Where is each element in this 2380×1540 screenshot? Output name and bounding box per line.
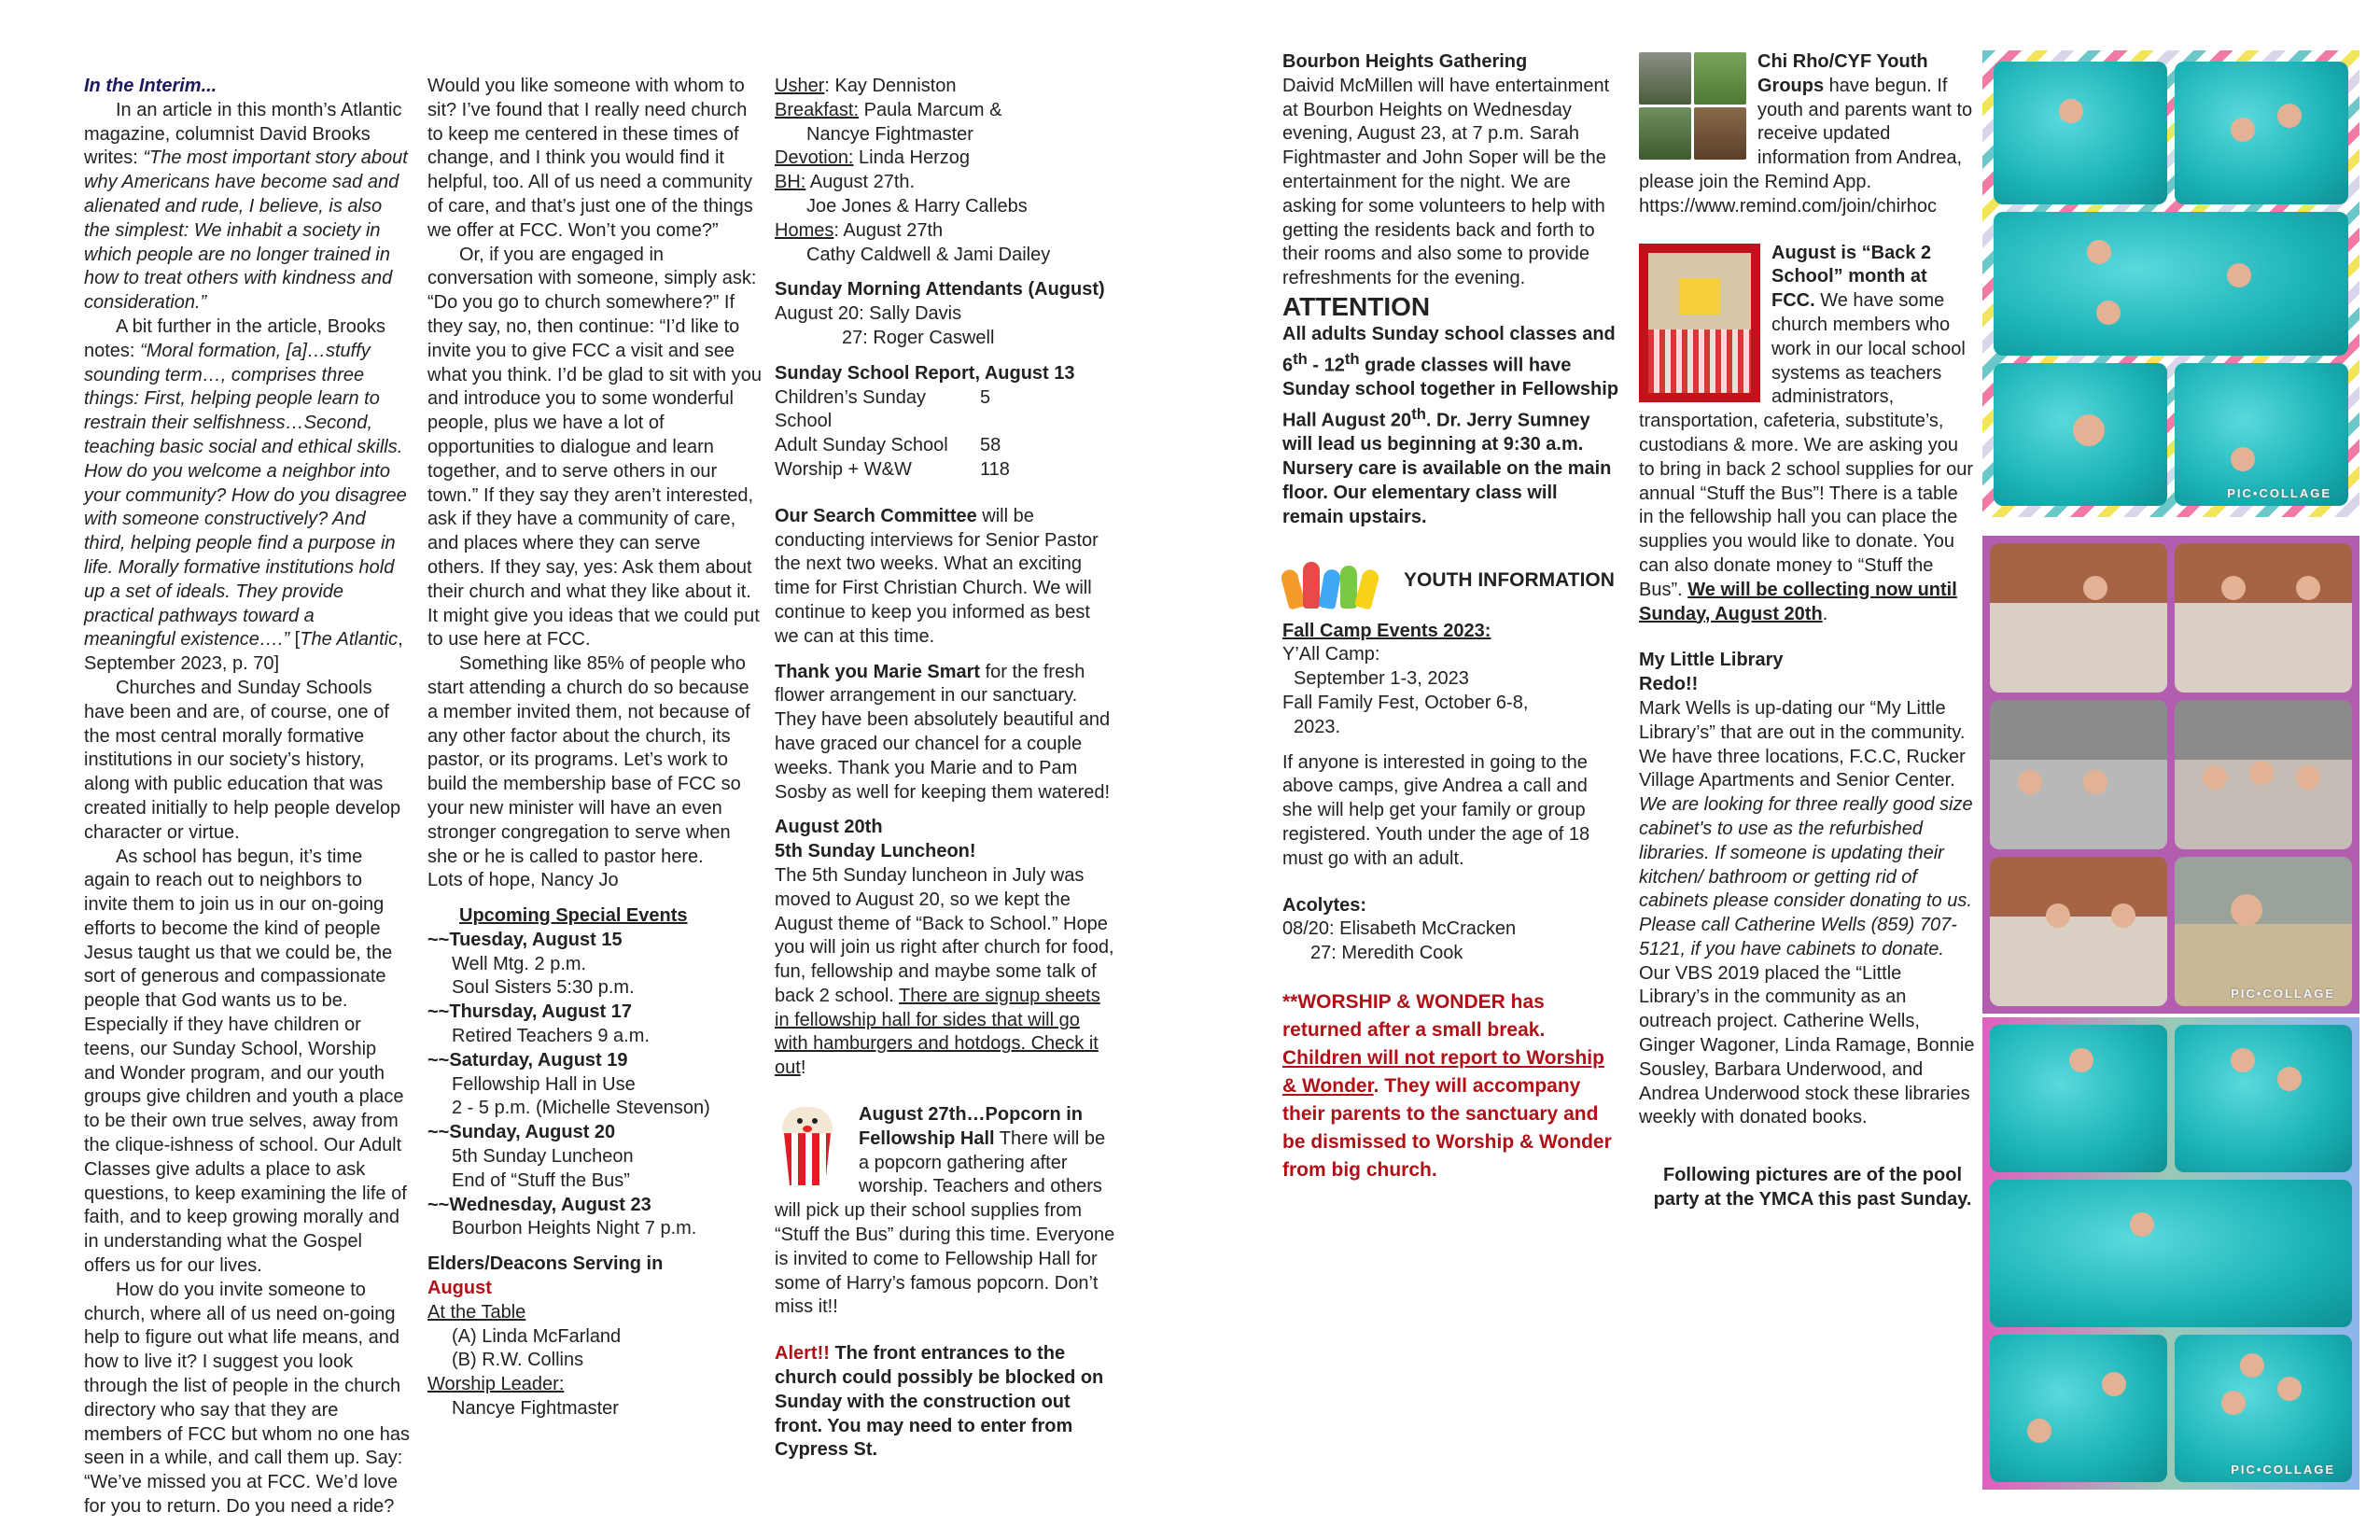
library-text: Mark Wells is up-dating our “My Little Library’s” that are out in the community. We have three locations, F.C.C, Rucker Village Apartments and Senior Center. We are looking for three really good size cabinet's to use as the refurbished libraries. If someone is updating their kitchen/ bathroom or getting rid of cabinets please consider donating to us. Please call Catherine Wells (859) 707-5121, if you have cabinets to donate. <box>1639 697 1973 959</box>
pool-photo <box>2175 363 2348 506</box>
pool-photo <box>1990 1025 2167 1172</box>
event-line: Soul Sisters 5:30 p.m. <box>452 977 635 999</box>
popcorn-icon <box>775 1107 840 1191</box>
thank-you-note: Thank you Marie Smart for the fresh flower arrangement in our sanctuary. They have been absolutely beautiful and have graced our chancel for a couple weeks. Thank you Marie and to Pam Sosby as well for keeping them watered! <box>775 661 1111 803</box>
back2school-title: August is “Back 2 School” month at FCC. <box>1771 242 1932 312</box>
library-title-1: My Little Library <box>1639 650 1784 671</box>
ss-report-row: Adult Sunday School 58 <box>775 435 1001 456</box>
search-committee: Our Search Committee will be conducting interviews for Senior Pastor the next two weeks. What an exciting time for First Christian Church. We will continue to keep you informed as best we can at this time. <box>775 505 1099 647</box>
homes-names: Cathy Caldwell & Jami Dailey <box>806 244 1051 265</box>
acolyte-line: 27: Meredith Cook <box>1310 943 1463 964</box>
patio-photo <box>1990 700 2167 849</box>
event-line: 2 - 5 p.m. (Michelle Stevenson) <box>452 1098 710 1119</box>
interim-paragraph-1: In an article in this month’s Atlantic magazine, columnist David Brooks writes: “The most important story about why Americans have become sad and alienated and rude, I believe, is also the simplest: We inhabit a society in which people are no longer trained in how to treat others with kindness and consideration.” <box>84 99 408 314</box>
worship-wonder-note: **WORSHIP & WONDER has returned after a small break. Children will not report to Worship & Wonder. They will accompany their parents to the sanctuary and be dismissed to Worship & Wonder from big church. <box>1282 991 1612 1182</box>
camp-title: Fall Camp Events 2023: <box>1282 620 1491 641</box>
patio-photo <box>1990 857 2167 1006</box>
pool-photo <box>1990 1335 2167 1482</box>
collage-watermark: PIC•COLLAGE <box>2231 987 2335 1001</box>
attention-title: ATTENTION <box>1282 291 1431 321</box>
popcorn-text: There will be a popcorn gathering after worship. Teachers and others will pick up their school supplies from “Stuff the Bus” during this time. Everyone is invited to come to Fellowship Hall for some of Harry’s famous popcorn. Don’t miss it!! <box>775 1127 1115 1318</box>
interim-paragraph-3: Churches and Sunday Schools have been and are, of course, one of the most central morally formative institutions in our society’s history, along with public education that was created initially to help people develop character or virtue. <box>84 677 401 843</box>
column-5 <box>1639 50 1975 1212</box>
homes-line: Homes: August 27th <box>775 219 944 241</box>
collecting-note: We will be collecting now until Sunday, August 20th <box>1639 579 1957 624</box>
vbs-text: Our VBS 2019 placed the “Little Library’s in the community as an outreach project. Catherine Wells, Ginger Wagoner, Linda Ramage, Bonnie Sousley, Barbara Underwood, and Andrea Underwood stock these libraries weekly with donated books. <box>1639 962 1975 1128</box>
attendants-title: Sunday Morning Attendants (August) <box>775 279 1105 301</box>
devotion-line: Devotion: Linda Herzog <box>775 147 971 169</box>
at-table-label: At the Table <box>427 1301 526 1323</box>
pool-collage-3 <box>1982 1017 2359 1490</box>
column-4 <box>1282 50 1620 1184</box>
painted-hands-icon <box>1282 553 1394 609</box>
interim-paragraph-5: How do you invite someone to church, where all of us need on-going help to figure out what life means, and how to live it? I suggest you look through the list of people in the church directory who say that they are members of FCC but whom no one has seen in a while, and call them up. Say: “We’ve missed you at FCC. We’d love for you to return. Do you need a ride? <box>84 1279 411 1518</box>
interim-title: In the Interim... <box>84 76 217 96</box>
back2school-text: We have some church members who work in our local school systems as teachers administrators, transportation, cafeteria, substitute’s, custodians & more. We are asking you to bring in back 2 school supplies for our annual “Stuff the Bus”! There is a table in the fellowship hall you can place the supplies you would like to donate. You can also donate money to “Stuff the Bus”. <box>1639 290 1973 600</box>
bourbon-text: Daivid McMillen will have entertainment at Bourbon Heights on Wednesday evening, August 23, at 7 p.m. Sarah Fightmaster and John Soper will be the entertainment for the night. We are asking for some volunteers to help with getting the residents back and forth to their rooms and also some to provide refreshments for the evening. <box>1282 75 1610 289</box>
camp-date: September 1-3, 2023 <box>1294 668 1469 690</box>
camp-item: Y’All Camp: <box>1282 644 1380 665</box>
event-day: ~~Saturday, August 19 <box>427 1049 628 1071</box>
camp-item: Fall Family Fest, October 6-8, <box>1282 693 1529 714</box>
pool-caption: Following pictures are of the pool party at the YMCA this past Sunday. <box>1653 1165 1972 1211</box>
interim-paragraph-6: Would you like someone with whom to sit? I’ve found that I really need church to keep me centered in these times of change, and I think you would find it helpful, too. All of us need a community of care, and that’s just one of the things we offer at FCC. Won’t you come?” <box>427 76 753 241</box>
bourbon-title: Bourbon Heights Gathering <box>1282 51 1528 72</box>
column-3 <box>775 75 1115 1463</box>
pool-collage-2 <box>1982 536 2359 1014</box>
patio-photo <box>1990 543 2167 693</box>
pool-photo <box>2175 1025 2352 1172</box>
patio-photo <box>2175 543 2352 693</box>
chirho-title: Chi Rho/CYF Youth Groups <box>1757 51 1928 96</box>
chirho-text: have begun. If youth and parents want to receive updated information from Andrea, please join the Remind App. https://www.remind.com/join/chirhoc <box>1639 75 1973 217</box>
event-day: ~~Sunday, August 20 <box>427 1122 616 1143</box>
event-line: Retired Teachers 9 a.m. <box>452 1026 650 1047</box>
pool-photo <box>1994 363 2167 506</box>
usher-line: Usher: Kay Denniston <box>775 76 957 96</box>
at-table-b: (B) R.W. Collins <box>452 1350 584 1371</box>
pool-photo <box>1994 62 2167 204</box>
youth-title: YOUTH INFORMATION <box>1404 568 1615 591</box>
luncheon-title-1: August 20th <box>775 817 883 838</box>
attention-text: All adults Sunday school classes and 6th - 12th grade classes will have Sunday school together in Fellowship Hall August 20th. Dr. Jerry Sumney will lead us beginning at 9:30 a.m. Nursery care is available on the main floor. Our elementary class will remain upstairs. <box>1282 323 1619 527</box>
column-interim-2 <box>427 75 762 1421</box>
event-line: Fellowship Hall in Use <box>452 1073 636 1095</box>
interim-paragraph-4: As school has begun, it’s time again to reach out to neighbors to invite them to join us in our on-going efforts to become the kind of people Jesus taught us that we could be, the sort of generous and compassionate people that God wants us to be. Especially if they have children or teens, our Sunday School, Worship and Wonder program, and our youth groups give children and youth a place to be their own true selves, away from the clique-ishness of school. Our Adult Classes give adults a place to ask questions, to keep examining the life of faith, and to keep growing morally and in understanding what the Gospel offers us for our lives. <box>84 846 407 1277</box>
breakfast-name-2: Nancye Fightmaster <box>806 123 973 145</box>
event-line: End of “Stuff the Bus” <box>452 1169 630 1191</box>
chirho-section <box>1639 50 1975 219</box>
interim-paragraph-2: A bit further in the article, Brooks notes: “Moral formation, [a]…stuffy sounding term…, comprises three things: First, helping people learn to restrain their selfishness…Second, teaching basic social and ethical skills. How do you welcome a neighbor into your community? How do you disagree with someone constructively? And third, helping people find a purpose in life. Morally formative institutions hold up a set of ideals. They provide practical pathways toward a meaningful existence….” [The Atlantic, September 2023, p. 70] <box>84 315 407 675</box>
worship-leader-name: Nancye Fightmaster <box>452 1398 619 1420</box>
library-title-2: Redo!! <box>1639 674 1699 695</box>
acolytes-title: Acolytes: <box>1282 894 1367 916</box>
alert-note: Alert!! The front entrances to the church could possibly be blocked on Sunday with the construction out front. You may need to enter from Cypress St. <box>775 1343 1104 1461</box>
collage-watermark: PIC•COLLAGE <box>2227 485 2331 500</box>
interim-paragraph-8: Something like 85% of people who start attending a church do so because a member invited them, not because of any other factor about the church, its pastor, or its programs. Let’s work to build the membership base of FCC so your new minister will have an even stronger congregation to serve when she or he is called to pastor here. <box>427 653 750 867</box>
elders-title: Elders/Deacons Serving in <box>427 1253 664 1275</box>
pool-photo <box>1990 1180 2352 1327</box>
event-day: ~~Thursday, August 17 <box>427 1001 632 1023</box>
little-library-photos <box>1639 52 1746 160</box>
event-line: Bourbon Heights Night 7 p.m. <box>452 1218 697 1239</box>
camp-date: 2023. <box>1294 716 1341 737</box>
stuff-the-bus-photo <box>1639 244 1760 402</box>
interim-signoff: Lots of hope, Nancy Jo <box>427 870 619 891</box>
events-title: Upcoming Special Events <box>459 905 688 927</box>
collage-watermark: PIC•COLLAGE <box>2231 1463 2335 1477</box>
camp-info: If anyone is interested in going to the above camps, give Andrea a call and she will help get your family or group registered. Youth under the age of 18 must go with an adult. <box>1282 751 1590 869</box>
worship-leader-label: Worship Leader: <box>427 1374 565 1395</box>
luncheon-title-2: 5th Sunday Luncheon! <box>775 841 976 862</box>
luncheon-text: The 5th Sunday luncheon in July was moved to August 20, so we kept the August theme of “Back to School.” Hope you will join us right after church for food, fun, fellowship and maybe some talk of back 2 school. There are signup sheets in fellowship hall for sides that will go with hamburgers and hotdogs. Check it out! <box>775 864 1114 1079</box>
ss-report-row: Children’s Sunday School 5 <box>775 386 991 432</box>
pool-collage-1 <box>1982 50 2359 517</box>
breakfast-line: Breakfast: Paula Marcum & <box>775 99 1002 120</box>
bh-line: BH: August 27th. <box>775 172 916 193</box>
acolyte-line: 08/20: Elisabeth McCracken <box>1282 918 1517 940</box>
patio-photo <box>2175 700 2352 849</box>
popcorn-title: August 27th…Popcorn in Fellowship Hall <box>859 1104 1083 1149</box>
interim-paragraph-7: Or, if you are engaged in conversation with someone, simply ask: “Do you go to church somewhere?” If they say, no, then continue: “I’d like to invite you to give FCC a visit and see what you think. I’d be glad to sit with you and introduce you to some wonderful people, plus we have a lot of opportunities to dialogue and learn together, and to serve others in our town.” If they say they aren’t interested, ask if they have a community of care, and places where they can serve others. If they say, yes: Ask them about their church and what they like about it. It might give you ideas that we could put to use here at FCC. <box>427 244 762 651</box>
event-line: 5th Sunday Luncheon <box>452 1146 634 1168</box>
pool-photo <box>1994 212 2348 355</box>
patio-photo <box>2175 857 2352 1006</box>
elders-month: August <box>427 1278 492 1299</box>
attendants-line: August 20: Sally Davis <box>775 303 962 325</box>
pool-photo <box>2175 1335 2352 1482</box>
ss-report-title: Sunday School Report, August 13 <box>775 362 1075 384</box>
event-line: Well Mtg. 2 p.m. <box>452 953 587 974</box>
event-day: ~~Tuesday, August 15 <box>427 929 623 950</box>
ss-report-row: Worship + W&W 118 <box>775 458 1010 480</box>
pool-photo <box>2175 62 2348 204</box>
event-day: ~~Wednesday, August 23 <box>427 1194 651 1215</box>
attendants-line: 27: Roger Caswell <box>842 327 995 348</box>
column-interim-1 <box>84 75 411 1519</box>
bh-names: Joe Jones & Harry Callebs <box>806 195 1028 217</box>
youth-header <box>1282 553 1620 609</box>
at-table-a: (A) Linda McFarland <box>452 1325 622 1347</box>
popcorn-section <box>775 1103 1115 1320</box>
back2school-section: August is “Back 2 School” month at FCC. We have some church members who work in our local school systems as teachers administrators, transportation, cafeteria, substitute’s, custodians & more. We are asking you to bring in back 2 school supplies for our annual “Stuff the Bus”! There is a table in the fellowship hall you can place the supplies you would like to donate. You can also donate money to “Stuff the Bus”. We will be collecting now until Sunday, August 20th. <box>1639 242 1973 624</box>
events-list <box>427 929 762 1241</box>
